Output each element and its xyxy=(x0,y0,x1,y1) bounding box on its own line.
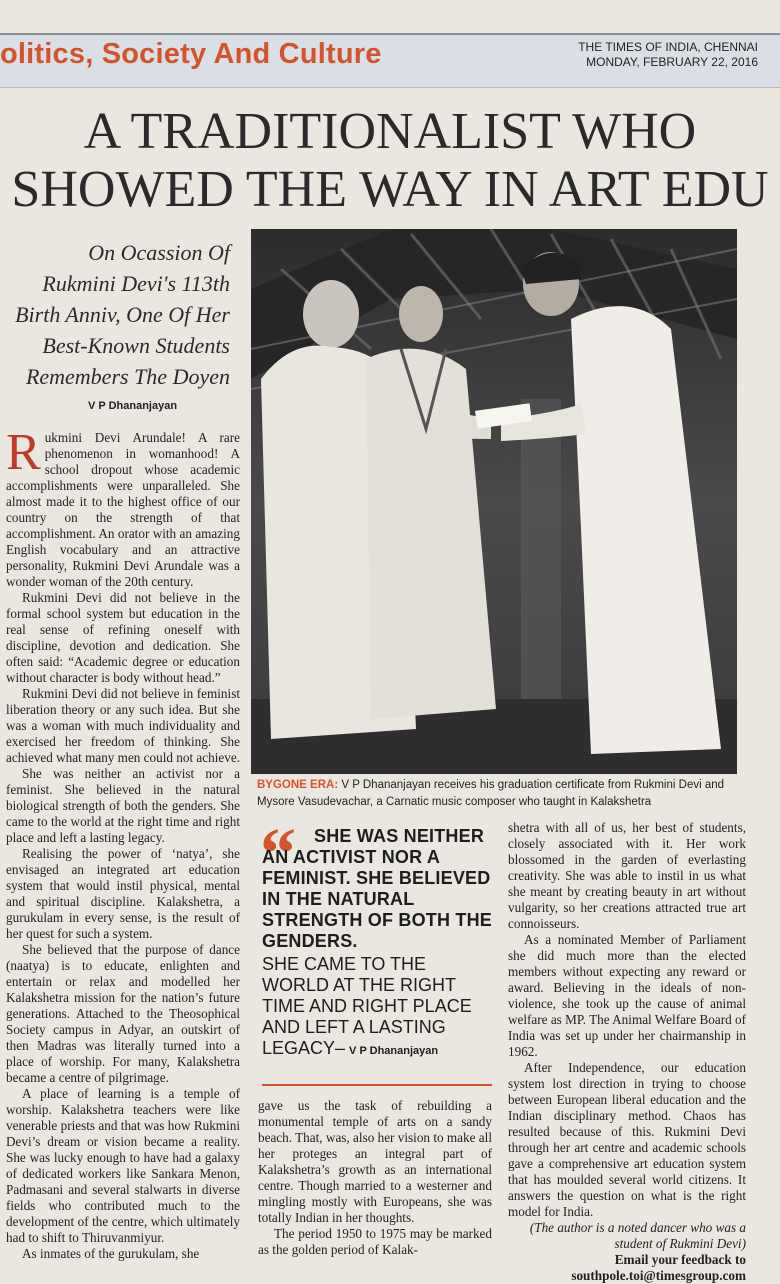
article-column-1 xyxy=(6,424,240,1262)
paragraph: As inmates of the gurukulam, she xyxy=(22,1246,200,1261)
feedback-label: Email your feedback to xyxy=(614,1252,746,1267)
publication-name: THE TIMES OF INDIA, CHENNAI xyxy=(578,40,758,54)
headline-line-1: A TRADITIONALIST WHO xyxy=(83,103,697,160)
article-column-2 xyxy=(258,1098,492,1258)
deck-line: Rukmini Devi's 113th xyxy=(42,271,230,296)
pull-quote-rule xyxy=(262,1084,492,1086)
pull-quote-bold: SHE WAS NEITHER AN ACTIVIST NOR A FEMINIST. SHE BELIEVED IN THE NATURAL STRENGTH OF BOTH THE GENDERS. xyxy=(262,826,492,951)
paragraph: Realising the power of ‘natya’, she envisaged an integrated art education system that would instil physical, mental and spiritual discipline. Kalakshetra, a gurukulam in every sense, is the result of her quest for such a system. xyxy=(6,846,240,941)
pull-quote xyxy=(262,826,494,1059)
drop-cap: R xyxy=(6,424,41,481)
pull-quote-attribution: V P Dhananjayan xyxy=(349,1045,439,1057)
section-title: olitics, Society And Culture xyxy=(0,38,382,70)
deck-line: On Ocassion Of xyxy=(88,240,230,265)
photo-illustration xyxy=(251,229,737,774)
pull-quote-body: SHE CAME TO THE WORLD AT THE RIGHT TIME AND RIGHT PLACE AND LEFT A LASTING LEGACY– V P Dhananjayan xyxy=(262,954,472,1058)
article-photo xyxy=(251,229,737,774)
caption-text: V P Dhananjayan receives his graduation certificate from Rukmini Devi and Mysore Vasudevachar, a Carnatic music composer who taught in Kalakshetra xyxy=(257,779,725,808)
deck-line: Remembers The Doyen xyxy=(25,364,230,389)
photo-caption xyxy=(257,777,747,811)
paragraph: She believed that the purpose of dance (naatya) is to educate, enlighten and entertain or relax and modelled her Kalakshetra mission for the nation’s future generations. Attached to the Theosophical Society campus in Adyar, an outskirt of then Madras was literally turned into a place of worship. For many, Kalakshetra became a centre of pilgrimage. xyxy=(6,942,240,1085)
pull-quote-light: SHE CAME TO THE WORLD AT THE RIGHT TIME AND RIGHT PLACE AND LEFT A LASTING LEGACY xyxy=(262,954,472,1058)
deck-line: Best-Known Students xyxy=(42,333,230,358)
paragraph: Rukmini Devi did not believe in the formal school system but education in the real sense of refining oneself with discipline, devotion and dedication. She often said: “Academic degree or education without character is body without head.” xyxy=(6,590,240,685)
feedback-email[interactable]: southpole.toi@timesgroup.com xyxy=(571,1268,746,1283)
paragraph: The period 1950 to 1975 may be marked as the golden period of Kalak- xyxy=(258,1226,492,1257)
article-column-3 xyxy=(508,820,746,1284)
paragraph: After Independence, our education system lost direction in trying to choose between European liberal education and the Indian disciplinary method. Chaos has resulted because of this. Rukmini Devi through her art centre and academic schools gave a comprehensive art education system that has moulded several world citizens. It answers the question on what is the right model for India. xyxy=(508,1060,746,1219)
byline: V P Dhananjayan xyxy=(88,400,178,412)
publication-date: MONDAY, FEBRUARY 22, 2016 xyxy=(586,55,758,69)
dateline xyxy=(578,40,758,70)
caption-label: BYGONE ERA: xyxy=(257,779,339,791)
paragraph: Rukmini Devi Arundale! A rare phenomenon in womanhood! A school dropout whose academic accomplishments were unparalleled. She almost made it to the highest office of our country on the strength of that accomplishment. An orator with an amazing English vocabulary and an attractive personality, Rukmini Devi Arundale was a wonder woman of the 20th century. xyxy=(6,424,240,589)
headline-line-2: SHOWED THE WAY IN ART EDU xyxy=(11,161,769,218)
deck xyxy=(5,237,230,392)
quote-mark-icon: “ xyxy=(260,813,296,893)
paragraph: As a nominated Member of Parliament she did much more than the elected members without expecting any reward or award. Believing in the ideals of non-violence, she took up the cause of animal welfare as MP. The Animal Welfare Board of India was set up under her chairmanship in 1962. xyxy=(508,932,746,1059)
paragraph: A place of learning is a temple of worship. Kalakshetra teachers were like venerable priests and that was how Rukmini Devi’s dream or vision became a reality. She was lucky enough to have had a galaxy of dedicated workers like Sankara Menon, Padmasani and several stalwarts in diverse fields who contributed much to the development of the centre, which ultimately had to shift to Thiruvanmiyur. xyxy=(6,1086,240,1245)
paragraph: Rukmini Devi did not believe in feminist liberation theory or any such idea. But she was a woman with much individuality and exercised her freedom of thinking. She achieved what many men could not achieve. xyxy=(6,686,240,765)
paragraph: shetra with all of us, her best of students, closely associated with it. Her work blossomed in the garden of everlasting creativity. She was able to instil in us what she meant by creating beauty in art without vulgarity, so her creations attracted true art connoisseurs. xyxy=(508,820,746,931)
paragraph: She was neither an activist nor a feminist. She believed in the natural biological strength of both the genders. She came to the world at the right time and right place and left a lasting legacy. xyxy=(6,766,240,845)
deck-line: Birth Anniv, One Of Her xyxy=(15,302,230,327)
paragraph: gave us the task of rebuilding a monumental temple of arts on a sandy beach. That, was, also her vision to make all her proteges an integral part of Kalakshetra’s growth as an international centre. Though married to a westerner and mingling mostly with Europeans, she was totally Indian in her thoughts. xyxy=(258,1098,492,1225)
author-note: (The author is a noted dancer who was a student of Rukmini Devi) xyxy=(529,1220,746,1251)
